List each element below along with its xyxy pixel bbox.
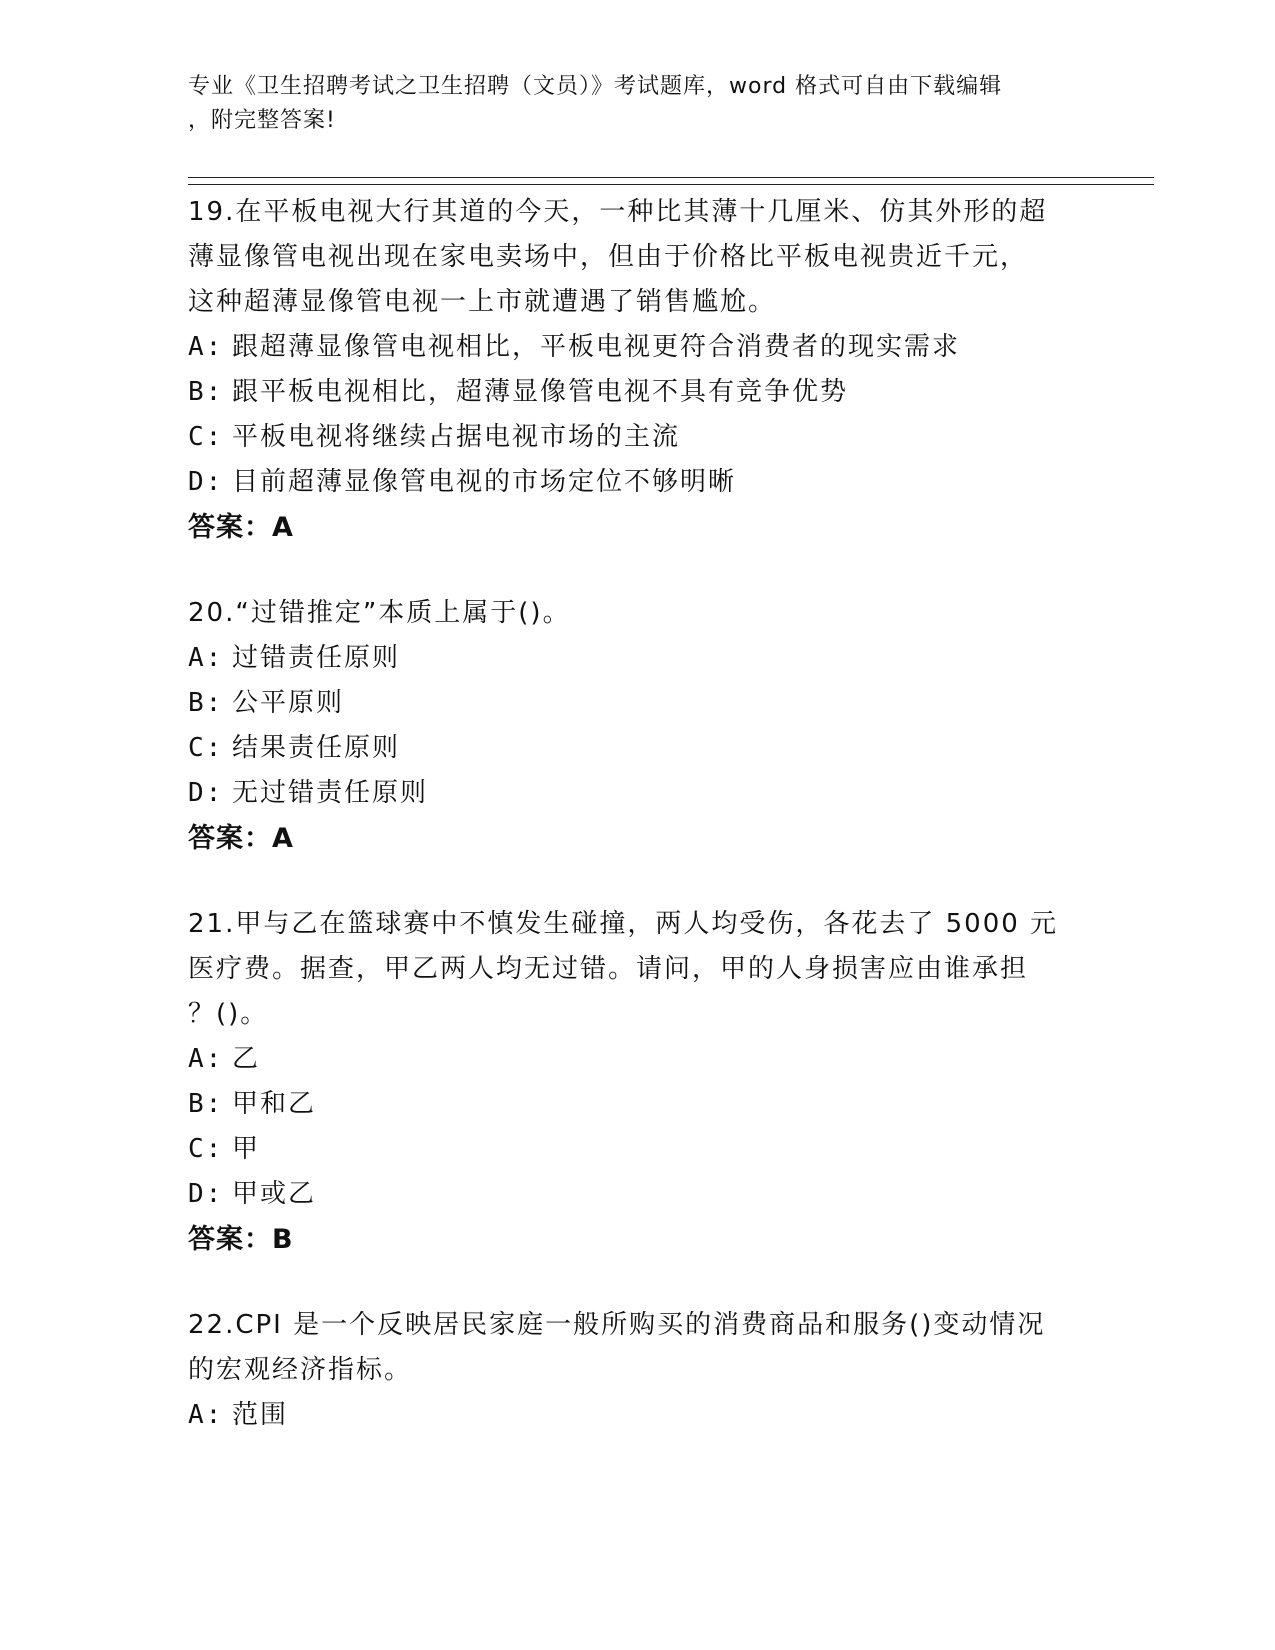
- option-text: 目前超薄显像管电视的市场定位不够明晰: [232, 467, 737, 497]
- header-line-1: 专业《卫生招聘考试之卫生招聘（文员）》考试题库，word 格式可自由下载编辑: [188, 74, 1003, 99]
- option-letter: C:: [188, 733, 224, 763]
- question-stem: [188, 591, 1088, 636]
- option-text: 甲和乙: [232, 1089, 317, 1119]
- option-text: 公平原则: [232, 688, 345, 718]
- answer-option: [188, 1082, 1088, 1127]
- question-block: [188, 190, 1088, 551]
- question-stem-line: 21.甲与乙在篮球赛中不慎发生碰撞，两人均受伤，各花去了 5000 元: [188, 909, 1059, 939]
- option-text: 结果责任原则: [232, 733, 401, 763]
- question-stem-line: 的宏观经济指标。: [188, 1355, 413, 1385]
- question-stem-line: 这种超薄显像管电视一上市就遭遇了销售尴尬。: [188, 287, 777, 317]
- option-letter: C:: [188, 422, 224, 452]
- question-block: [188, 591, 1088, 862]
- option-text: 过错责任原则: [232, 643, 401, 673]
- option-letter: B:: [188, 377, 224, 407]
- question-list: [188, 190, 1088, 1478]
- option-letter: A:: [188, 332, 224, 362]
- answer-option: [188, 681, 1088, 726]
- answer-option: [188, 415, 1088, 460]
- question-stem: [188, 902, 1088, 1037]
- question-stem-line: 医疗费。据查，甲乙两人均无过错。请问，甲的人身损害应由谁承担: [188, 954, 1029, 984]
- answer-option: [188, 370, 1088, 415]
- option-text: 平板电视将继续占据电视市场的主流: [232, 422, 681, 452]
- option-text: 范围: [232, 1400, 289, 1430]
- answer-key: 答案：B: [188, 1224, 294, 1255]
- option-letter: D:: [188, 467, 224, 497]
- option-letter: A:: [188, 1044, 224, 1074]
- option-letter: A:: [188, 643, 224, 673]
- header-rule-bottom: [188, 184, 1154, 185]
- answer-option: [188, 1127, 1088, 1172]
- answer-key: 答案：A: [188, 512, 294, 543]
- header-line-2: ，附完整答案!: [188, 108, 336, 133]
- option-text: 甲或乙: [232, 1179, 317, 1209]
- question-stem-line: 20.“过错推定”本质上属于()。: [188, 598, 571, 628]
- answer-option: [188, 1172, 1088, 1217]
- option-text: 乙: [232, 1044, 261, 1074]
- option-letter: A:: [188, 1400, 224, 1430]
- answer-key: 答案：A: [188, 823, 294, 854]
- question-stem-line: 薄显像管电视出现在家电卖场中，但由于价格比平板电视贵近千元，: [188, 242, 1029, 272]
- question-stem-line: ？()。: [188, 999, 269, 1029]
- answer-option: [188, 636, 1088, 681]
- question-stem-line: 22.CPI 是一个反映居民家庭一般所购买的消费商品和服务()变动情况: [188, 1310, 1046, 1340]
- option-text: 跟超薄显像管电视相比，平板电视更符合消费者的现实需求: [232, 332, 961, 362]
- header-rule-top: [188, 177, 1154, 178]
- question-stem: [188, 190, 1088, 325]
- answer-option: [188, 771, 1088, 816]
- option-letter: B:: [188, 688, 224, 718]
- answer-option: [188, 1393, 1088, 1438]
- option-letter: B:: [188, 1089, 224, 1119]
- option-text: 无过错责任原则: [232, 778, 429, 808]
- answer-option: [188, 460, 1088, 505]
- option-text: 跟平板电视相比，超薄显像管电视不具有竞争优势: [232, 377, 849, 407]
- option-text: 甲: [232, 1134, 261, 1164]
- option-letter: C:: [188, 1134, 224, 1164]
- document-header: [188, 70, 1068, 138]
- answer-option: [188, 1037, 1088, 1082]
- question-stem: [188, 1303, 1088, 1393]
- question-block: [188, 1303, 1088, 1438]
- answer-option: [188, 325, 1088, 370]
- option-letter: D:: [188, 1179, 224, 1209]
- question-stem-line: 19.在平板电视大行其道的今天，一种比其薄十几厘米、仿其外形的超: [188, 197, 1048, 227]
- question-block: [188, 902, 1088, 1263]
- option-letter: D:: [188, 778, 224, 808]
- answer-option: [188, 726, 1088, 771]
